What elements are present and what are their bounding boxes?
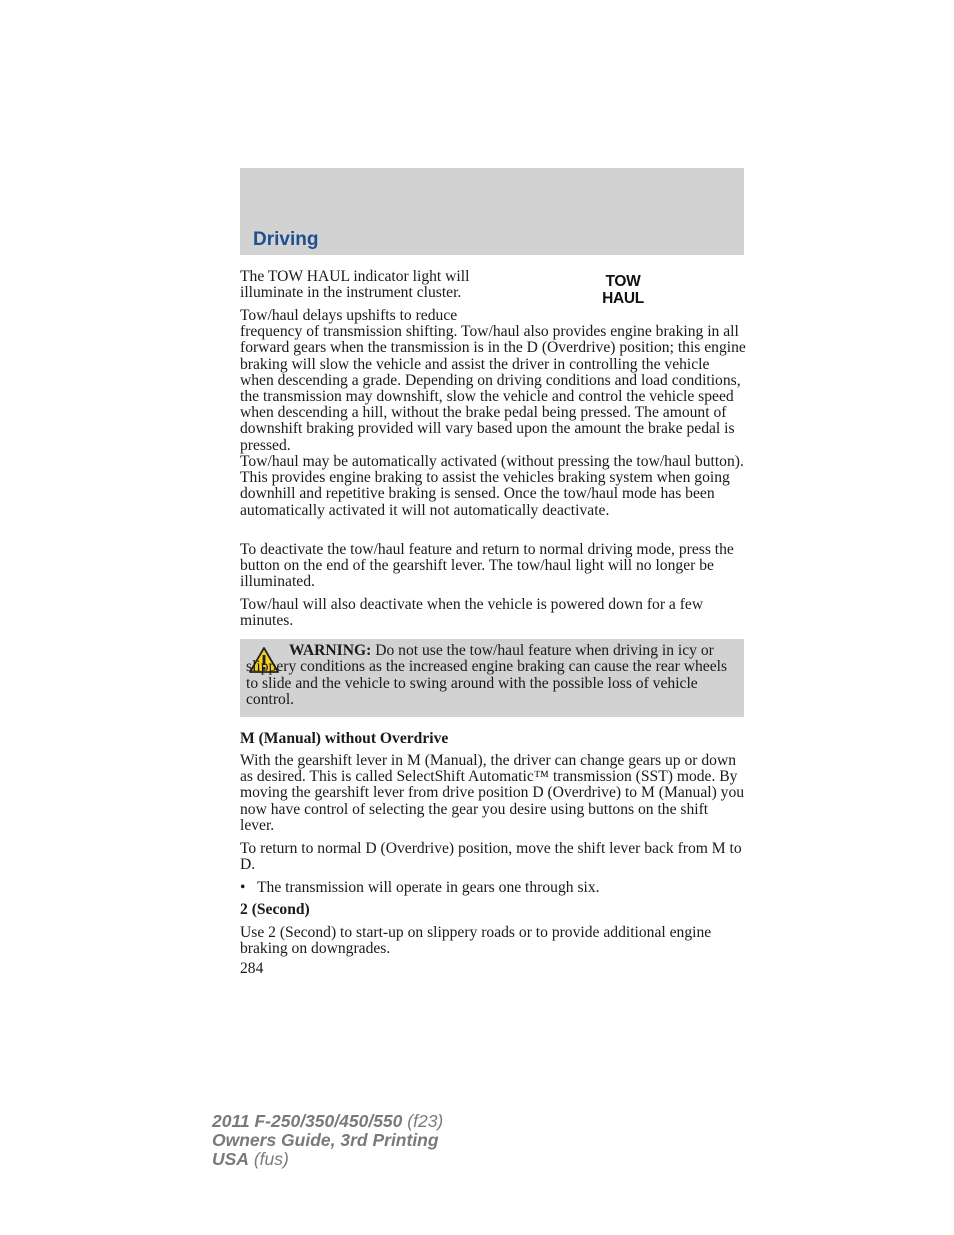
paragraph-tow-haul-delays (240, 308, 746, 454)
tow-icon-line2: HAUL (602, 290, 644, 307)
section-title: Driving (253, 229, 319, 250)
paragraph-deactivate: To deactivate the tow/haul feature and return to normal driving mode, press the button on the end of the gearshift lever. The tow/haul light will no longer be illuminated. (240, 541, 734, 591)
heading-second: 2 (Second) (240, 901, 310, 918)
bullet-icon: • (240, 879, 246, 896)
tow-icon-line1: TOW (605, 273, 641, 290)
heading-manual: M (Manual) without Overdrive (240, 730, 449, 747)
indicator-line1: The TOW HAUL indicator light will (240, 268, 470, 285)
footer-line2: Owners Guide, 3rd Printing (212, 1130, 439, 1150)
paragraph-auto-activated: Tow/haul may be automatically activated (without pressing the tow/haul button). This provides engine braking to assist the vehicles braking system when going downhill and repetitive braking is sensed. Once the tow/haul mode has been automatically activated it will not automatically deactivate. (240, 453, 744, 519)
page-number: 284 (240, 960, 264, 977)
indicator-line2: illuminate in the instrument cluster. (240, 284, 462, 302)
tow-haul-indicator-icon (601, 273, 645, 307)
paragraph-powered-down: Tow/haul will also deactivate when the vehicle is powered down for a few minutes. (240, 596, 704, 630)
bullet-text: The transmission will operate in gears one through six. (257, 879, 600, 896)
footer-line1: 2011 F-250/350/450/550 (f23) (212, 1111, 444, 1131)
warning-text (246, 643, 736, 709)
paragraph-second: Use 2 (Second) to start-up on slippery roads or to provide additional engine braking on downgrades. (240, 924, 712, 958)
footer-line3: USA (fus) (212, 1149, 289, 1169)
paragraph-manual-mode: With the gearshift lever in M (Manual), the driver can change gears up or down as desired. This is called SelectShift Automatic™ transmission (SST) mode. By moving the gearshift lever from drive position D (Overdrive) to M (Manual) you now have control of selecting the gear you desire using buttons on the shift lever. (240, 752, 745, 834)
delays-first-line: Tow/haul delays upshifts to reduce (240, 307, 458, 324)
section-header (240, 168, 744, 255)
paragraph-indicator (240, 269, 540, 301)
paragraph-return-drive: To return to normal D (Overdrive) position, move the shift lever back from M to D. (240, 840, 742, 874)
bullet-item (240, 880, 746, 896)
delays-rest: frequency of transmission shifting. Tow/haul also provides engine braking in all forward gears when the transmission is in the D (Overdrive) position; this engine braking will slow the vehicle and assist the driver in controlling the vehicle when descending a grade. Depending on driving conditions and load conditions, the transmission may downshift, slow the vehicle and control the vehicle speed when descending a hill, without the brake pedal being pressed. The amount of downshift braking provided will vary based upon the amount the brake pedal is pressed. (240, 323, 746, 454)
warning-label: WARNING: (289, 642, 372, 659)
warning-box (240, 639, 744, 717)
warning-body: Do not use the tow/haul feature when driving in icy or slippery conditions as the increased engine braking can cause the rear wheels to slide and the vehicle to swing around with the possible loss of vehicle control. (246, 642, 728, 709)
document-footer (212, 1112, 443, 1169)
